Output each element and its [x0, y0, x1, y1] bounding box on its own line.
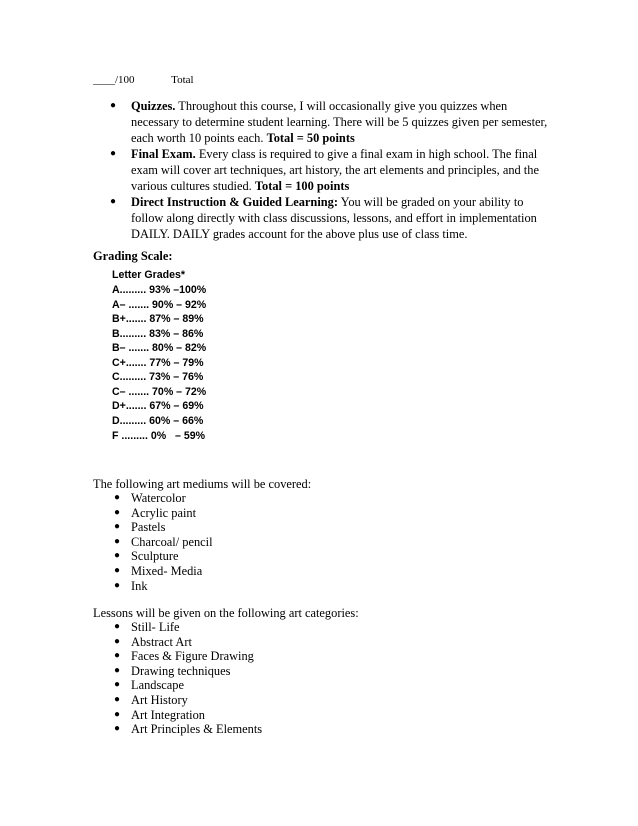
total-label: Total [171, 74, 194, 86]
mediums-list [114, 491, 213, 593]
list-item: ● Art Principles & Elements [114, 722, 262, 737]
list-item: ● Ink [114, 579, 213, 594]
grade-row: B+....... 87% – 89% [112, 313, 204, 326]
requirement-final-exam [108, 146, 548, 194]
list-item: ● Art History [114, 693, 262, 708]
grading-scale-title: Letter Grades* [112, 269, 186, 281]
requirements-list [108, 98, 548, 242]
requirement-title: Quizzes. [131, 99, 176, 113]
list-item: ● Abstract Art [114, 635, 262, 650]
total-score-line [93, 74, 194, 86]
list-item: ● Art Integration [114, 708, 262, 723]
requirement-quizzes [108, 98, 548, 146]
list-item: ● Mixed- Media [114, 564, 213, 579]
list-item: ● Drawing techniques [114, 664, 262, 679]
grade-row: C+....... 77% – 79% [112, 356, 204, 369]
lessons-heading: Lessons will be given on the following art categories: [93, 606, 359, 620]
grade-row: C......... 73% – 76% [112, 371, 204, 384]
list-item: ● Landscape [114, 678, 262, 693]
score-blank: ____/100 [93, 74, 135, 86]
list-item: ● Sculpture [114, 549, 213, 564]
mediums-heading: The following art mediums will be covered: [93, 477, 312, 491]
lessons-list [114, 620, 262, 737]
grading-scale-table [112, 268, 237, 443]
grade-row: C– ....... 70% – 72% [112, 385, 207, 398]
requirement-total: Total = 50 points [266, 131, 355, 145]
list-item: ● Pastels [114, 520, 213, 535]
requirement-title: Direct Instruction & Guided Learning: [131, 195, 338, 209]
grade-row: F ......... 0% – 59% [112, 429, 206, 442]
grade-row: B......... 83% – 86% [112, 327, 204, 340]
requirement-text: Every class is required to give a final exam in high school. The final exam will cover art techniques, art history, the art elements and principles, and the various cultures studied. [131, 147, 539, 193]
requirement-title: Final Exam. [131, 147, 196, 161]
grade-row: A......... 93% –100% [112, 284, 207, 297]
requirement-direct-instruction [108, 194, 548, 242]
list-item: ● Faces & Figure Drawing [114, 649, 262, 664]
grade-row: D+....... 67% – 69% [112, 400, 204, 413]
list-item: ● Charcoal/ pencil [114, 535, 213, 550]
list-item: ● Still- Life [114, 620, 262, 635]
requirement-text: Throughout this course, I will occasionally give you quizzes when necessary to determine student learning. There will be 5 quizzes given per semester, each worth 10 points each. [131, 99, 548, 145]
requirement-total: Total = 100 points [254, 179, 350, 193]
list-item: ● Acrylic paint [114, 506, 213, 521]
grade-row: A– ....... 90% – 92% [112, 298, 207, 311]
grading-scale-heading: Grading Scale: [93, 249, 173, 263]
grade-row: D......... 60% – 66% [112, 414, 204, 427]
grade-row: B– ....... 80% – 82% [112, 342, 207, 355]
requirement-text: You will be graded on your ability to follow along directly with class discussions, lessons, and effort in implementation DAILY. DAILY grades account for the above plus use of class time. [131, 195, 537, 241]
list-item: ● Watercolor [114, 491, 213, 506]
